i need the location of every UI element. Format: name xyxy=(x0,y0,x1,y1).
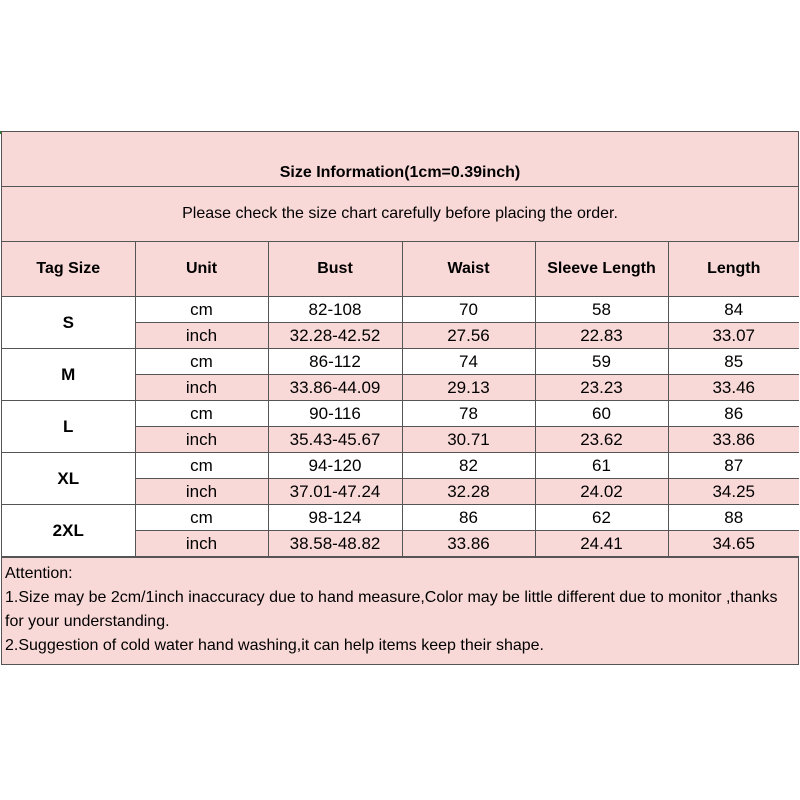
chart-title: Size Information(1cm=0.39inch) xyxy=(2,132,798,187)
unit-cell: cm xyxy=(135,401,268,427)
bust-cell: 35.43-45.67 xyxy=(268,427,402,453)
length-cell: 86 xyxy=(668,401,799,427)
bust-cell: 33.86-44.09 xyxy=(268,375,402,401)
length-cell: 88 xyxy=(668,505,799,531)
unit-cell: cm xyxy=(135,297,268,323)
sleeve-cell: 24.02 xyxy=(535,479,668,505)
tag-size-cell: S xyxy=(2,297,135,349)
bust-cell: 98-124 xyxy=(268,505,402,531)
unit-cell: cm xyxy=(135,505,268,531)
bust-cell: 82-108 xyxy=(268,297,402,323)
table-row xyxy=(2,401,799,427)
notes-line-1: 1.Size may be 2cm/1inch inaccuracy due to hand measure,Color may be little different due to monitor ,thanks for your understanding. xyxy=(5,589,778,630)
size-table xyxy=(2,242,799,557)
waist-cell: 33.86 xyxy=(402,531,535,557)
header-length: Length xyxy=(668,242,799,297)
sleeve-cell: 23.62 xyxy=(535,427,668,453)
unit-cell: inch xyxy=(135,375,268,401)
waist-cell: 74 xyxy=(402,349,535,375)
sleeve-cell: 61 xyxy=(535,453,668,479)
waist-cell: 82 xyxy=(402,453,535,479)
sleeve-cell: 23.23 xyxy=(535,375,668,401)
waist-cell: 32.28 xyxy=(402,479,535,505)
unit-cell: inch xyxy=(135,323,268,349)
bust-cell: 86-112 xyxy=(268,349,402,375)
waist-cell: 27.56 xyxy=(402,323,535,349)
bust-cell: 90-116 xyxy=(268,401,402,427)
table-row xyxy=(2,297,799,323)
unit-cell: inch xyxy=(135,479,268,505)
bust-cell: 37.01-47.24 xyxy=(268,479,402,505)
waist-cell: 30.71 xyxy=(402,427,535,453)
sleeve-cell: 60 xyxy=(535,401,668,427)
unit-cell: cm xyxy=(135,453,268,479)
table-row xyxy=(2,453,799,479)
waist-cell: 86 xyxy=(402,505,535,531)
sleeve-cell: 22.83 xyxy=(535,323,668,349)
length-cell: 84 xyxy=(668,297,799,323)
header-unit: Unit xyxy=(135,242,268,297)
unit-cell: inch xyxy=(135,427,268,453)
unit-cell: cm xyxy=(135,349,268,375)
waist-cell: 70 xyxy=(402,297,535,323)
notes-heading: Attention: xyxy=(5,565,73,582)
sleeve-cell: 62 xyxy=(535,505,668,531)
table-row xyxy=(2,349,799,375)
length-cell: 87 xyxy=(668,453,799,479)
tag-size-cell: XL xyxy=(2,453,135,505)
tag-size-cell: M xyxy=(2,349,135,401)
notes-line-2: 2.Suggestion of cold water hand washing,it can help items keep their shape. xyxy=(5,637,544,654)
header-bust: Bust xyxy=(268,242,402,297)
attention-notes xyxy=(2,557,798,664)
header-sleeve-length: Sleeve Length xyxy=(535,242,668,297)
table-header-row xyxy=(2,242,799,297)
waist-cell: 29.13 xyxy=(402,375,535,401)
sleeve-cell: 24.41 xyxy=(535,531,668,557)
bust-cell: 94-120 xyxy=(268,453,402,479)
tag-size-cell: L xyxy=(2,401,135,453)
size-chart xyxy=(1,131,799,665)
length-cell: 34.25 xyxy=(668,479,799,505)
length-cell: 34.65 xyxy=(668,531,799,557)
sleeve-cell: 58 xyxy=(535,297,668,323)
unit-cell: inch xyxy=(135,531,268,557)
table-row xyxy=(2,505,799,531)
length-cell: 33.46 xyxy=(668,375,799,401)
tag-size-cell: 2XL xyxy=(2,505,135,557)
length-cell: 85 xyxy=(668,349,799,375)
header-waist: Waist xyxy=(402,242,535,297)
bust-cell: 32.28-42.52 xyxy=(268,323,402,349)
sleeve-cell: 59 xyxy=(535,349,668,375)
bust-cell: 38.58-48.82 xyxy=(268,531,402,557)
length-cell: 33.07 xyxy=(668,323,799,349)
waist-cell: 78 xyxy=(402,401,535,427)
length-cell: 33.86 xyxy=(668,427,799,453)
header-tag-size: Tag Size xyxy=(2,242,135,297)
chart-subtitle: Please check the size chart carefully before placing the order. xyxy=(2,187,798,242)
